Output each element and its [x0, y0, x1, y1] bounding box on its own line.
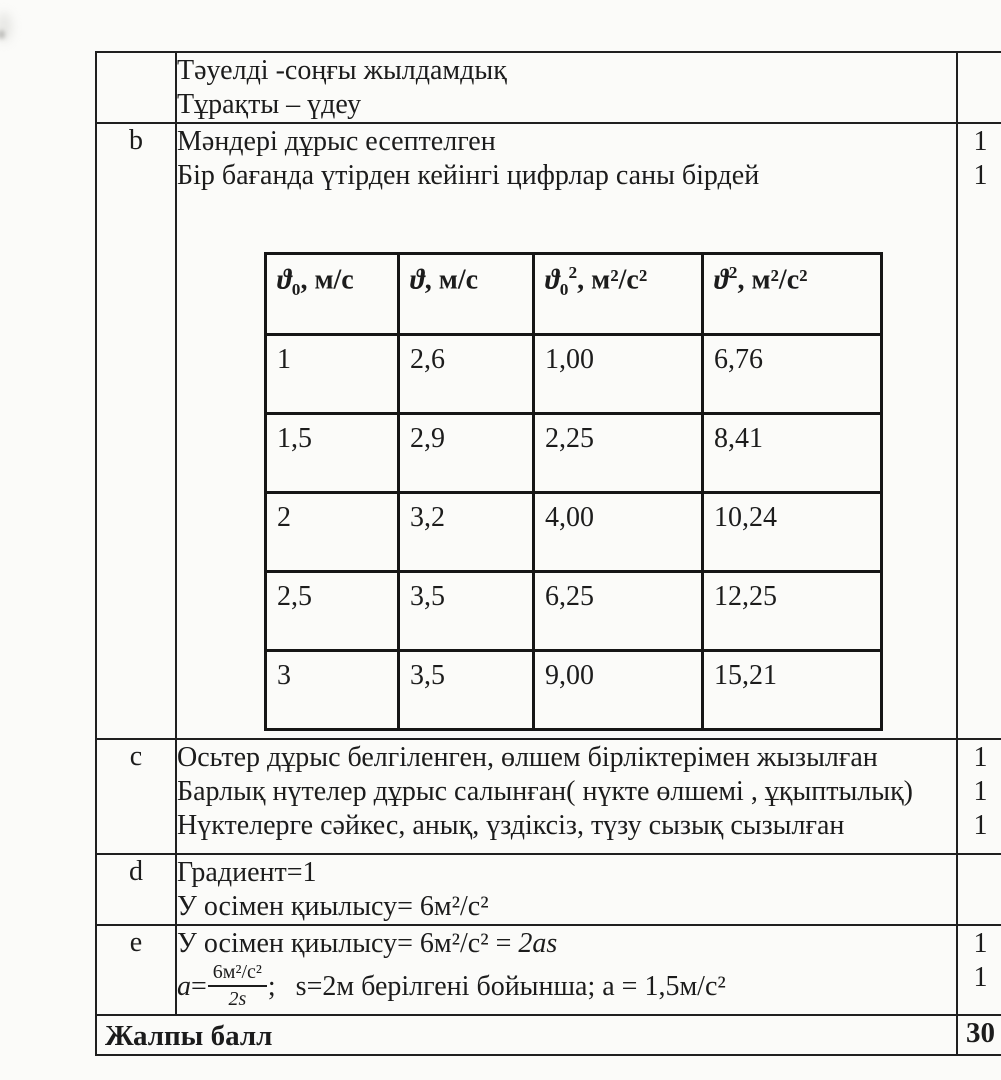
math-variable: a: [177, 971, 191, 1002]
score-cell: [957, 925, 1001, 1015]
criterion-label-cell: c: [96, 739, 176, 854]
data-table-header-cell: [534, 254, 703, 335]
table-row: [266, 335, 882, 414]
data-table-header-row: [266, 254, 882, 335]
equals-sign: =: [191, 971, 207, 1002]
score-cell: [957, 123, 1001, 739]
data-table-cell: 2,5: [266, 572, 399, 651]
criterion-line: Тәуелді -соңғы жылдамдық: [177, 55, 507, 86]
math-term: 2as: [518, 928, 558, 959]
criterion-label-cell: [96, 52, 176, 123]
theta-symbol: ϑ: [714, 264, 729, 296]
criterion-content-cell: [176, 925, 957, 1015]
data-table-cell: 6,25: [534, 572, 703, 651]
score-cell: [957, 854, 1001, 925]
data-table-cell: 6,76: [703, 335, 882, 414]
data-table-cell: 2,25: [534, 414, 703, 493]
data-table-cell: 10,24: [703, 493, 882, 572]
superscript: 2: [728, 263, 738, 282]
data-table-cell: 1,00: [534, 335, 703, 414]
semicolon: ;: [267, 971, 276, 1002]
criterion-content-cell: [176, 52, 957, 123]
data-table-cell: 3,5: [399, 651, 534, 730]
theta-symbol: ϑ: [410, 264, 425, 296]
data-table-cell: 2: [266, 493, 399, 572]
table-row: [96, 739, 1001, 854]
data-table-cell: 3,5: [399, 572, 534, 651]
grading-scheme-table: [95, 51, 1001, 1056]
table-row: [266, 414, 882, 493]
velocity-data-table: [264, 252, 883, 731]
formula-line: У осімен қиылысу= 6м²/с²: [177, 891, 489, 922]
criterion-content-cell: [176, 854, 957, 925]
fraction-denominator: 2s: [228, 988, 247, 1010]
score-value: 1: [973, 742, 988, 773]
criterion-label-cell: d: [96, 854, 176, 925]
data-table-cell: 2,9: [399, 414, 534, 493]
criterion-label-cell: b: [96, 123, 176, 739]
fraction: [208, 961, 267, 1011]
criterion-line: Барлық нүтелер дұрыс салынған( нүкте өлшемі , ұқыптылық): [177, 776, 913, 807]
criterion-label-cell: e: [96, 925, 176, 1015]
total-label: Жалпы балл: [96, 1015, 957, 1055]
table-row: [96, 52, 1001, 123]
total-score: 30: [957, 1015, 1001, 1055]
score-value: 1: [973, 160, 988, 191]
criterion-line: Тұрақты – үдеу: [177, 89, 362, 120]
theta-symbol: ϑ: [277, 264, 292, 296]
criterion-line: Мәндері дұрыс есептелген: [177, 126, 496, 157]
data-table-header-cell: [266, 254, 399, 335]
score-value: 1: [973, 928, 988, 959]
criterion-content-cell: [176, 123, 957, 739]
subscript: 0: [291, 279, 301, 299]
formula-text: s=2м берілгені бойынша; a = 1,5м/с²: [295, 971, 726, 1002]
score-value: 1: [973, 126, 988, 157]
score-value: 1: [973, 810, 988, 841]
formula-line: [177, 961, 956, 1013]
criterion-line: Нүктелерге сәйкес, анық, үздіксіз, түзу сызық сызылған: [177, 810, 845, 841]
formula-line: [177, 927, 956, 961]
data-table-cell: 15,21: [703, 651, 882, 730]
data-table-cell: 3: [266, 651, 399, 730]
header-unit: , м²/с²: [577, 264, 648, 296]
score-value: 1: [973, 776, 988, 807]
data-table-header-cell: [703, 254, 882, 335]
criterion-line: Бір бағанда үтірден кейінгі цифрлар саны бірдей: [177, 160, 760, 191]
criterion-line: Осьтер дұрыс белгіленген, өлшем бірліктерімен жызылған: [177, 742, 878, 773]
score-cell: [957, 739, 1001, 854]
fraction-numerator: 6м²/с²: [208, 961, 267, 987]
table-row: [266, 572, 882, 651]
data-table-cell: 2,6: [399, 335, 534, 414]
data-table-cell: 4,00: [534, 493, 703, 572]
score-value: 1: [973, 962, 988, 993]
formula-text: У осімен қиылысу= 6м²/с² =: [177, 928, 519, 959]
total-row: [96, 1015, 1001, 1055]
table-row: [96, 854, 1001, 925]
criterion-content-cell: [176, 739, 957, 854]
table-row: [96, 123, 1001, 739]
subscript: 0: [559, 279, 569, 299]
data-table-cell: 3,2: [399, 493, 534, 572]
superscript: 2: [568, 263, 578, 282]
header-unit: , м/с: [424, 264, 479, 296]
criterion-line: Градиент=1: [177, 857, 317, 888]
data-table-cell: 12,25: [703, 572, 882, 651]
table-row: [96, 925, 1001, 1015]
data-table-cell: 8,41: [703, 414, 882, 493]
data-table-cell: 1,5: [266, 414, 399, 493]
header-unit: , м²/с²: [737, 264, 808, 296]
table-row: [266, 651, 882, 730]
table-row: [266, 493, 882, 572]
data-table-header-cell: [399, 254, 534, 335]
theta-symbol: ϑ: [545, 264, 560, 296]
data-table-cell: 9,00: [534, 651, 703, 730]
score-cell: [957, 52, 1001, 123]
header-unit: , м/с: [300, 264, 354, 296]
data-table-cell: 1: [266, 335, 399, 414]
